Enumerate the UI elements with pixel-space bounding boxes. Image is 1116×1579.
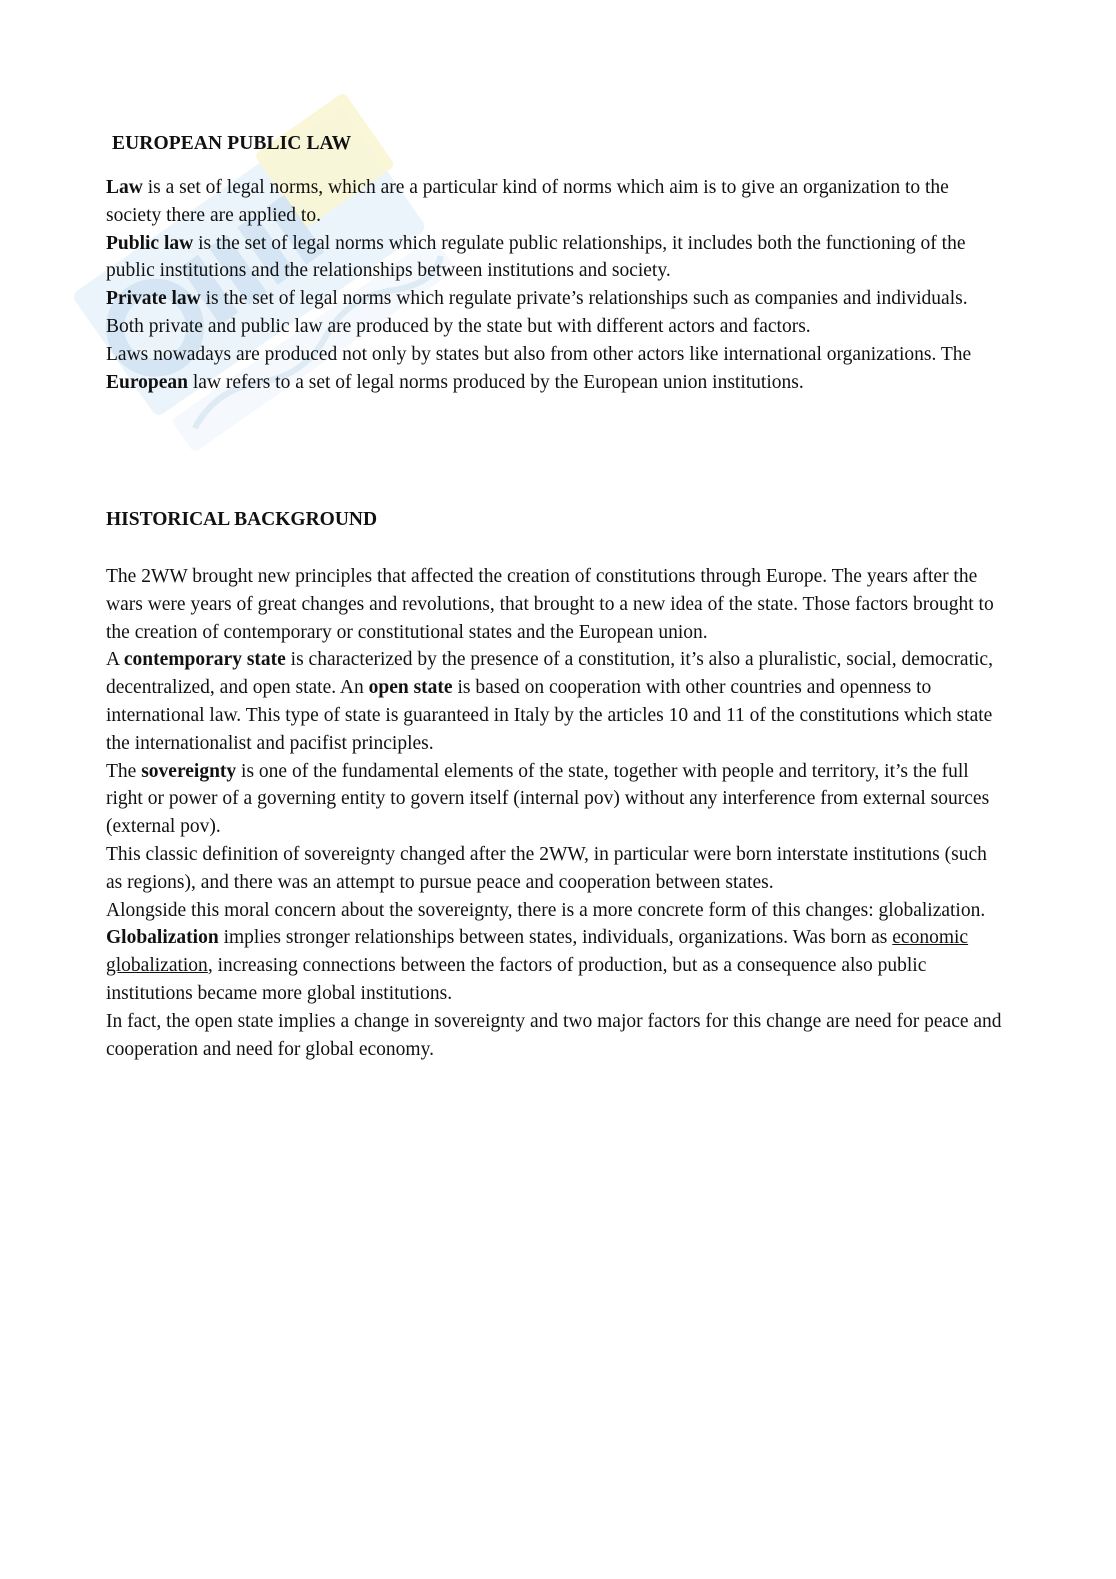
paragraph-classic-definition: This classic definition of sovereignty changed after the 2WW, in particular were born interstate institutions (such as regions), and there was an attempt to pursue peace and cooperation between states.	[106, 843, 987, 893]
term-globalization: Globalization	[106, 927, 219, 949]
term-european: European	[106, 371, 188, 393]
background-section	[106, 563, 1006, 1063]
document-title: EUROPEAN PUBLIC LAW	[112, 133, 352, 154]
paragraph-private-public: Both private and public law are produced by the state but with different actors and factors.	[106, 315, 811, 337]
intro-section	[106, 174, 1006, 396]
paragraph-sovereignty: The sovereignty is one of the fundamental elements of the state, together with people and territory, it’s the full right or power of a governing entity to govern itself (internal pov) without any interference from external sources (external pov).	[106, 760, 990, 838]
term-sovereignty: sovereignty	[141, 760, 237, 782]
term-open-state: open state	[368, 677, 453, 699]
term-law: Law	[106, 177, 143, 198]
term-private-law: Private law	[106, 288, 201, 310]
definition-private-law: Private law is the set of legal norms which regulate private’s relationships such as companies and individuals.	[106, 288, 968, 310]
paragraph-contemporary-state: A contemporary state is characterized by the presence of a constitution, it’s also a pluralistic, social, democratic, decentralized, and open state. An open state is based on cooperation with other countries and openness to international law. This type of state is guaranteed in Italy by the articles 10 and 11 of the constitutions which state the internationalist and pacifist principles.	[106, 649, 993, 754]
section-heading: HISTORICAL BACKGROUND	[106, 509, 378, 530]
paragraph-globalization: Alongside this moral concern about the sovereignty, there is a more concrete form of this changes: globalization. Globalization implies stronger relationships between states, individuals, organizations. Was born as economic globalization, increasing connections between the factors of production, but as a consequence also public institutions became more global institutions.	[106, 899, 986, 1004]
term-public-law: Public law	[106, 232, 194, 254]
paragraph-2ww: The 2WW brought new principles that affected the creation of constitutions through Europe. The years after the wars were years of great changes and revolutions, that brought to a new idea of the state. Those factors brought to the creation of contemporary or constitutional states and the European union.	[106, 566, 994, 643]
definition-law: Law is a set of legal norms, which are a particular kind of norms which aim is to give an organization to the society there are applied to.	[106, 177, 949, 226]
term-contemporary-state: contemporary state	[123, 649, 286, 671]
paragraph-open-state-change: In fact, the open state implies a change in sovereignty and two major factors for this change are need for peace and cooperation and need for global economy.	[106, 1010, 1002, 1060]
term-economic-globalization: economic globalization	[106, 927, 969, 977]
definition-public-law: Public law is the set of legal norms which regulate public relationships, it includes both the functioning of the public institutions and the relationships between institutions and society.	[106, 232, 966, 282]
definition-european-law: Laws nowadays are produced not only by states but also from other actors like international organizations. The European law refers to a set of legal norms produced by the European union institutions.	[106, 343, 972, 393]
